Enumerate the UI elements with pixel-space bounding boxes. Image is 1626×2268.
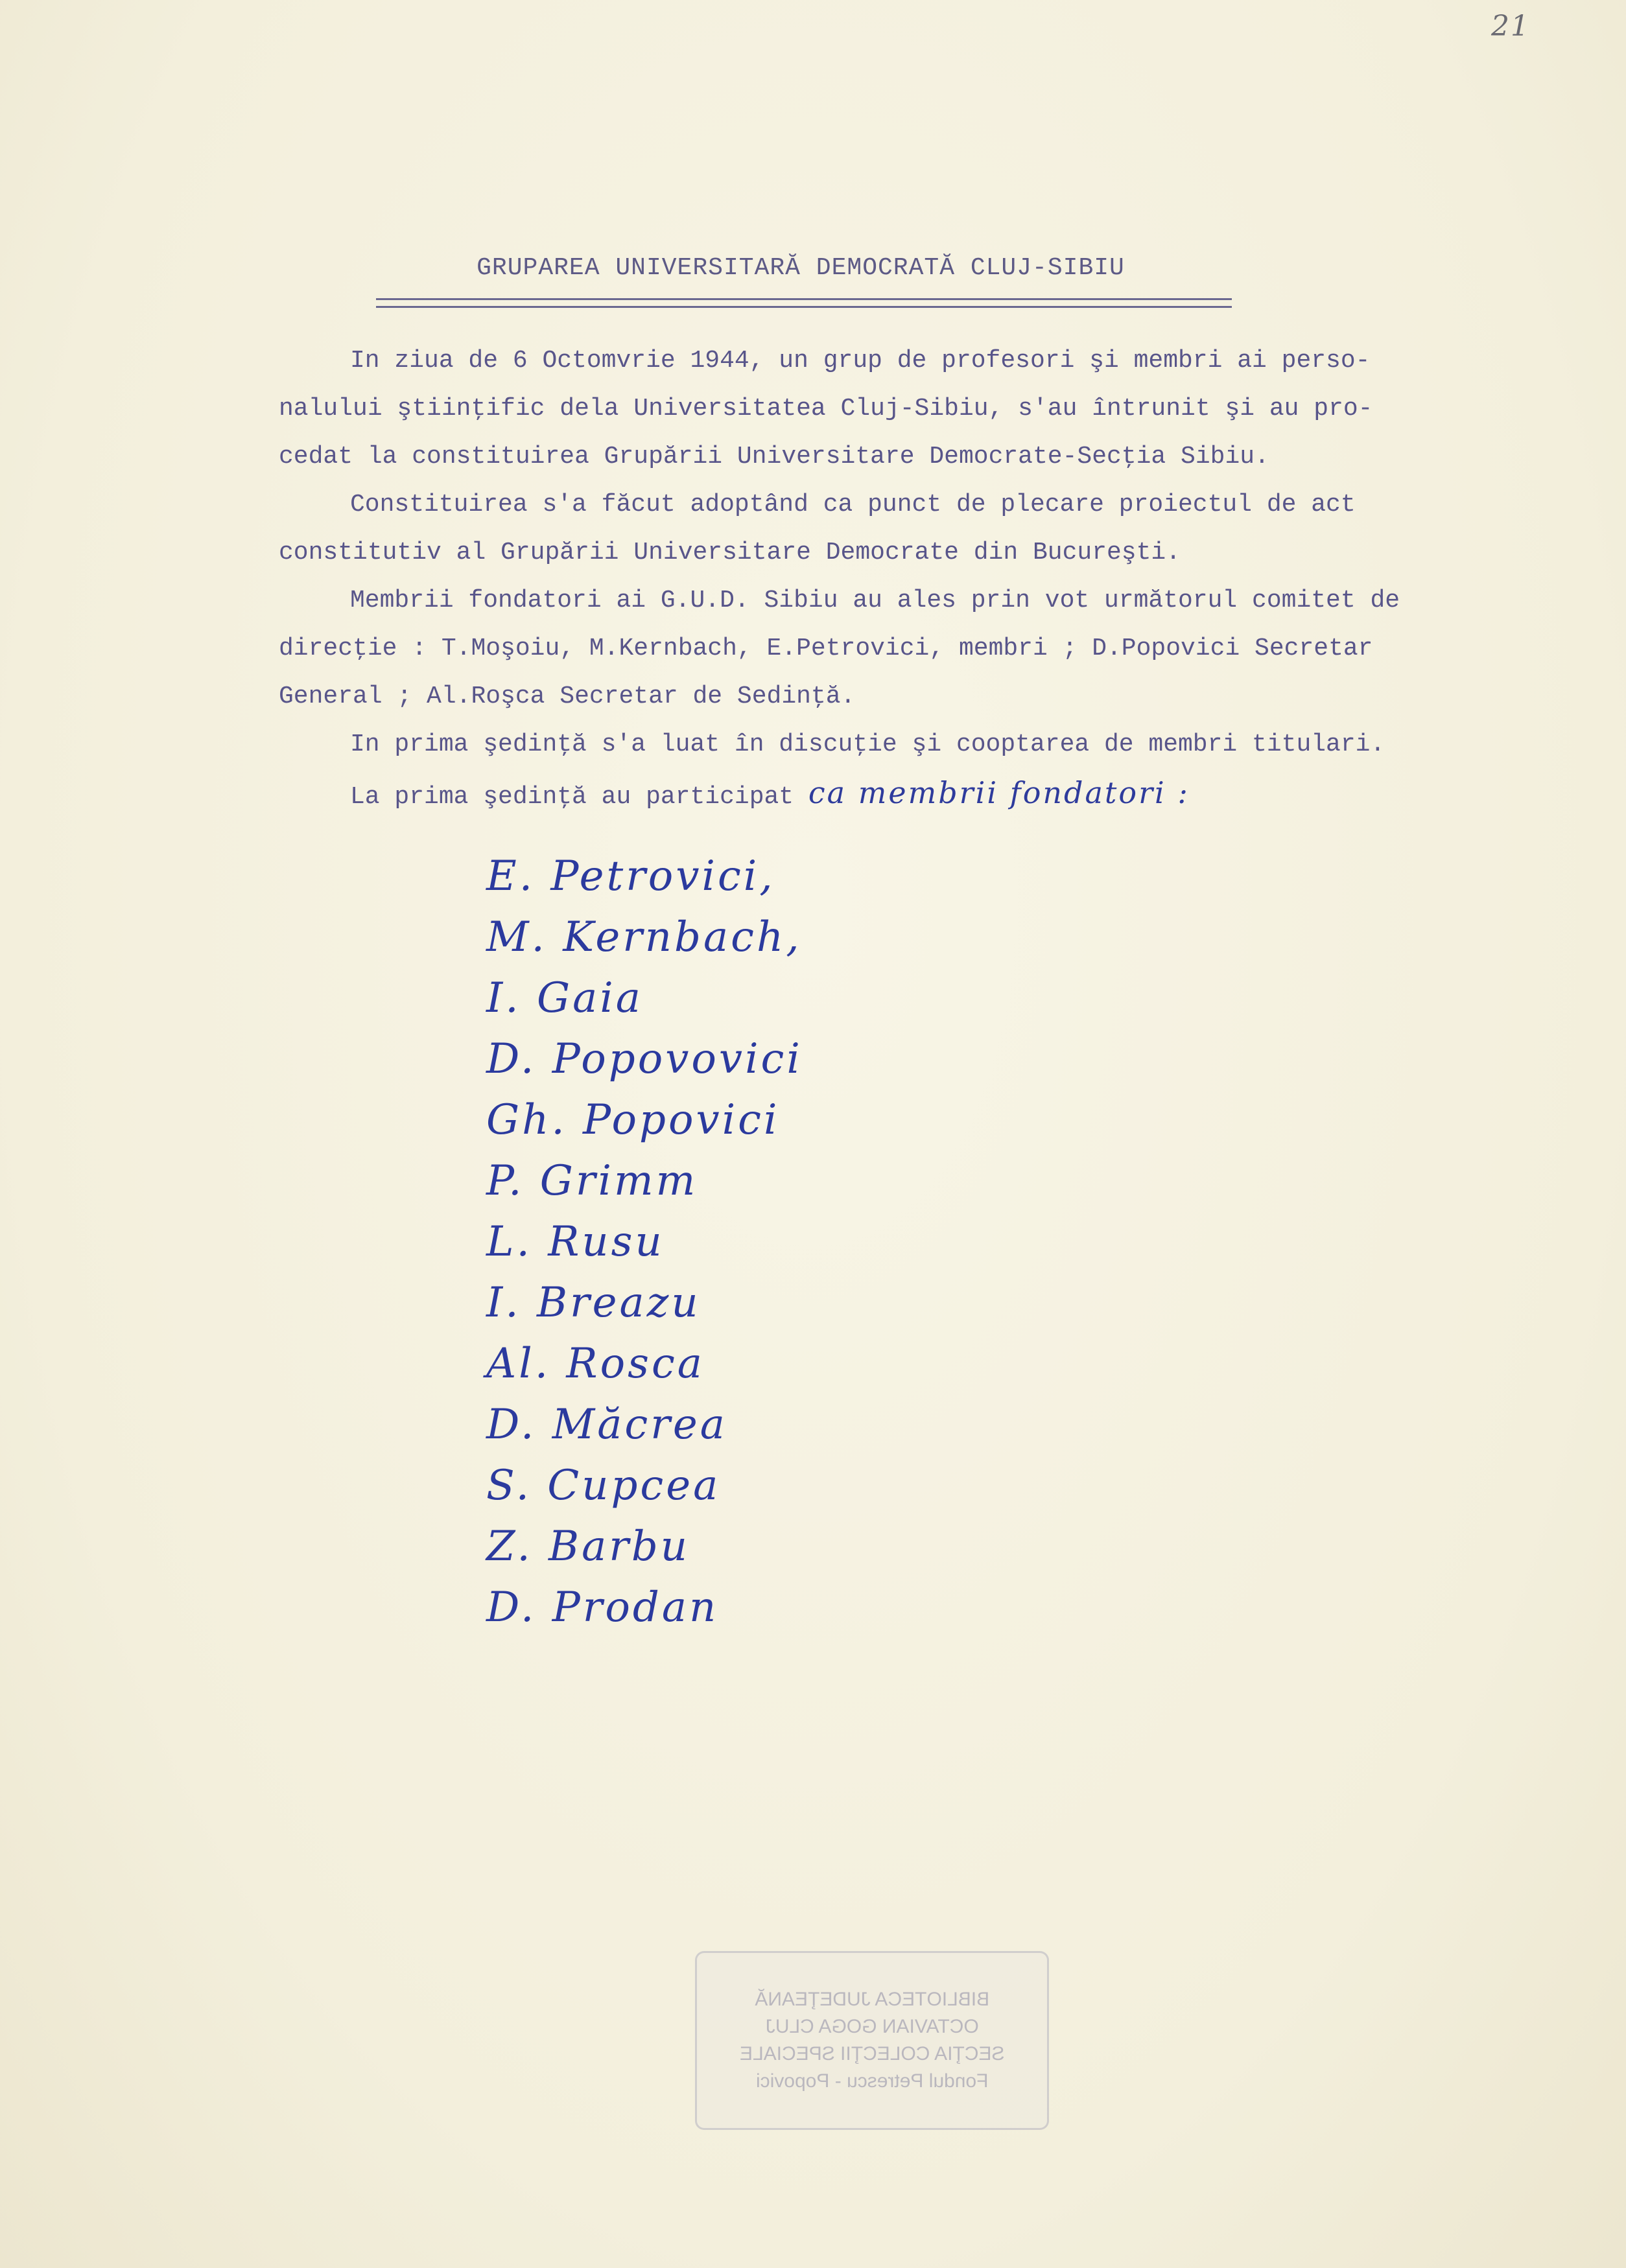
typed-line: constitutiv al Grupării Universitare Democrate din Bucureşti. xyxy=(279,539,1181,567)
typed-line: In ziua de 6 Octomvrie 1944, un grup de profesori şi membri ai perso- xyxy=(350,347,1371,375)
document-title: GRUPAREA UNIVERSITARĂ DEMOCRATĂ CLUJ-SIBIU xyxy=(477,254,1125,282)
typed-line: In prima şedinţă s'a luat în discuţie şi cooptarea de membri titulari. xyxy=(350,731,1385,758)
typed-line: nalului ştiinţific dela Universitatea Cluj-Sibiu, s'au întrunit şi au pro- xyxy=(279,395,1373,423)
founder-name: D. Popovovici xyxy=(486,1035,803,1083)
founder-name: Z. Barbu xyxy=(486,1523,690,1571)
typed-line: cedat la constituirea Grupării Universitare Democrate-Secţia Sibiu. xyxy=(279,443,1269,471)
title-underline-second xyxy=(376,306,1232,308)
stamp-line: Fondul Petrescu - Popovici xyxy=(755,2070,989,2092)
founder-name: S. Cupcea xyxy=(486,1462,721,1510)
founder-name: Al. Rosca xyxy=(486,1340,705,1388)
typed-line: Constituirea s'a făcut adoptând ca punct de plecare proiectul de act xyxy=(350,491,1356,519)
page-number: 21 xyxy=(1491,10,1530,43)
founder-name: D. Măcrea xyxy=(486,1401,727,1449)
stamp-line: SECŢIA COLECŢII SPECIALE xyxy=(739,2043,1005,2064)
typed-line: direcţie : T.Moşoiu, M.Kernbach, E.Petrovici, membri ; D.Popovici Secretar xyxy=(279,635,1373,662)
founder-name: Gh. Popovici xyxy=(486,1096,780,1144)
typed-line: Membrii fondatori ai G.U.D. Sibiu au ales prin vot următorul comitet de xyxy=(350,587,1400,614)
participants-handwritten-text: ca membrii fondatori : xyxy=(808,775,1190,810)
title-underline xyxy=(376,298,1232,300)
founder-name: D. Prodan xyxy=(486,1584,719,1631)
founder-name: P. Grimm xyxy=(486,1157,698,1205)
founder-name: E. Petrovici, xyxy=(486,852,775,900)
stamp-line: OCTAVIAN GOGA CLUJ xyxy=(765,2016,979,2037)
library-stamp xyxy=(695,1951,1049,2130)
participants-typed-text: La prima şedinţă au participat xyxy=(350,783,808,811)
typed-body xyxy=(279,337,1562,821)
founders-list xyxy=(486,846,1135,1638)
founder-name: I. Gaia xyxy=(486,974,643,1022)
participants-line xyxy=(279,769,1562,821)
founder-name: L. Rusu xyxy=(486,1218,665,1266)
stamp-text xyxy=(740,1986,1004,2095)
founder-name: I. Breazu xyxy=(486,1279,701,1327)
typed-line: General ; Al.Roşca Secretar de Sedinţă. xyxy=(279,683,856,710)
stamp-line: BIBLIOTECA JUDEŢEANĂ xyxy=(755,1989,989,2010)
founder-name: M. Kernbach, xyxy=(486,913,802,961)
